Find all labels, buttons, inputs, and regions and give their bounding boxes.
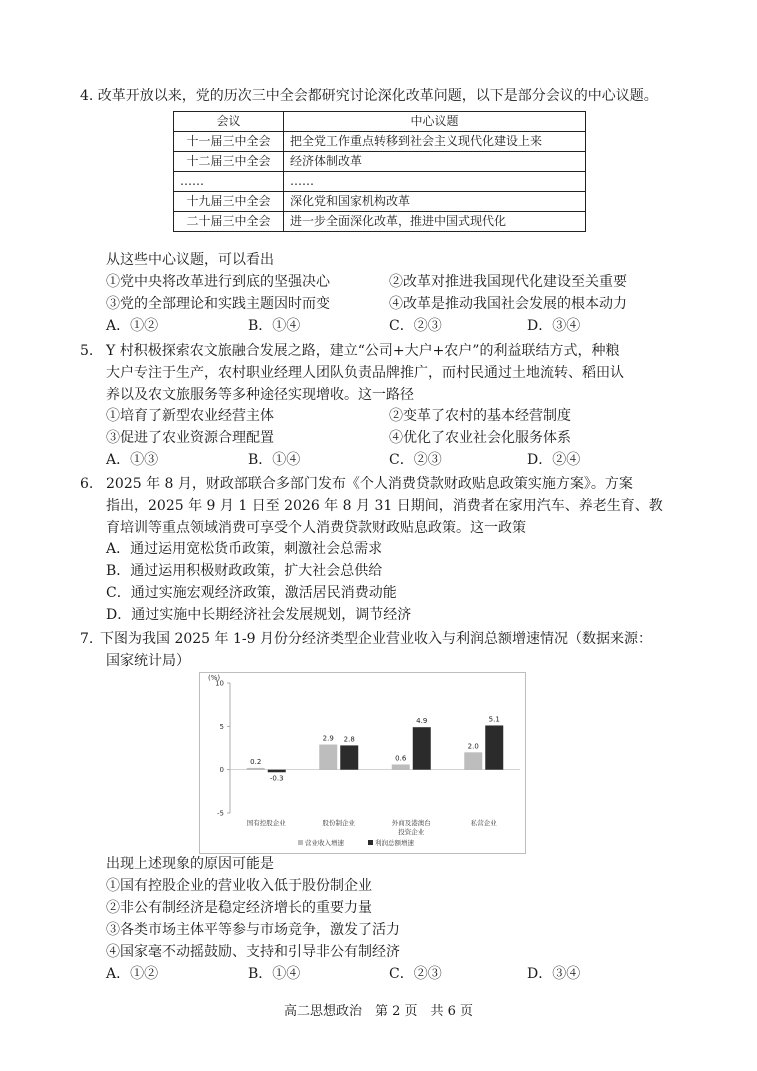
x-tick-label: 私营企业: [470, 819, 497, 827]
table-cell-topic: ……: [284, 172, 586, 192]
bar-revenue: [392, 764, 410, 769]
data-label: -0.3: [269, 774, 284, 783]
q4-choice-a[interactable]: A．①②: [106, 318, 159, 334]
table-header-row: [174, 112, 586, 132]
data-label: 2.8: [343, 735, 355, 744]
q7-line-2: 国家统计局）: [106, 653, 190, 669]
table-cell-meeting: 十一届三中全会: [174, 132, 284, 152]
bar-profit: [268, 770, 286, 773]
q5-line-3: 养以及农文旅服务等多种途径实现增收。这一路径: [106, 387, 414, 403]
q7-choice-c[interactable]: C．②③: [389, 966, 442, 982]
q7-option-4: ④国家毫不动摇鼓励、支持和引导非公有制经济: [106, 944, 400, 960]
y-tick-label: 0: [219, 766, 224, 775]
table-row: [174, 212, 586, 232]
table-cell-topic: 深化党和国家机构改革: [284, 192, 586, 212]
q7-prompt: 出现上述现象的原因可能是: [106, 856, 274, 872]
q4-option-4: ④改革是推动我国社会发展的根本动力: [389, 296, 627, 312]
y-tick-label: -5: [217, 809, 224, 818]
data-label: 5.1: [488, 715, 500, 724]
table-cell-meeting: 十九届三中全会: [174, 192, 284, 212]
q5-option-4: ④优化了农业社会化服务体系: [389, 430, 571, 446]
x-tick-label: 股份制企业: [322, 819, 355, 827]
table-cell-meeting: ……: [174, 172, 284, 192]
table-header-meeting: 会议: [174, 112, 284, 132]
q4-meetings-table: [173, 111, 586, 232]
x-tick-label: 国有控股企业: [246, 819, 286, 827]
q7-choice-b[interactable]: B．①④: [248, 966, 301, 982]
table-cell-topic: 进一步全面深化改革，推进中国式现代化: [284, 212, 586, 232]
q6-number: 6.: [80, 476, 94, 492]
q6-choice-d[interactable]: D．通过实施中长期经济社会发展规划，调节经济: [106, 607, 412, 623]
table-cell-topic: 经济体制改革: [284, 152, 586, 172]
page-footer: 高二思想政治 第 2 页 共 6 页: [283, 1004, 474, 1019]
data-label: 0.6: [395, 754, 407, 763]
q6-line-2: 指出，2025 年 9 月 1 日至 2026 年 8 月 31 日期间，消费者在家用汽车、养老生育、教: [106, 498, 663, 514]
q4-option-3: ③党的全部理论和实践主题因时而变: [106, 296, 330, 312]
q4-option-2: ②改革对推进我国现代化建设至关重要: [389, 274, 627, 290]
q7-choice-d[interactable]: D．③④: [527, 966, 581, 982]
q7-line-1: 下图为我国 2025 年 1-9 月份分经济类型企业营业收入与利润总额增速情况（数据来源：: [100, 631, 652, 647]
data-label: 2.0: [467, 742, 479, 751]
bar-revenue: [319, 745, 337, 770]
bar-profit: [340, 745, 358, 769]
legend-swatch: [368, 840, 373, 845]
y-tick-label: 5: [219, 722, 224, 731]
bar-revenue: [247, 768, 265, 770]
q6-choice-c[interactable]: C．通过实施宏观经济政策，激活居民消费动能: [106, 585, 397, 601]
bar-revenue: [464, 752, 482, 769]
y-axis-unit-label: (%): [208, 674, 221, 682]
table-row: [174, 172, 586, 192]
bar-chart-svg: [200, 673, 525, 853]
table-row: [174, 152, 586, 172]
q5-option-3: ③促进了农业资源合理配置: [106, 430, 274, 446]
bar-profit: [485, 725, 503, 769]
q5-choice-c[interactable]: C．②③: [389, 452, 442, 468]
q7-number: 7.: [80, 631, 94, 647]
table-cell-topic: 把全党工作重点转移到社会主义现代化建设上来: [284, 132, 586, 152]
table-row: [174, 192, 586, 212]
q4-choice-b[interactable]: B．①④: [248, 318, 301, 334]
legend-label: 营业收入增速: [305, 839, 344, 847]
q5-line-1: Y 村积极探索农文旅融合发展之路，建立“公司+大户+农户”的利益联结方式，种粮: [106, 343, 620, 359]
q4-prompt: 从这些中心议题，可以看出: [106, 252, 274, 268]
x-tick-label: 外商及港澳台: [391, 819, 431, 827]
q7-option-2: ②非公有制经济是稳定经济增长的重要力量: [106, 900, 372, 916]
q5-line-2: 大户专注于生产，农村职业经理人团队负责品牌推广，而村民通过土地流转、稻田认: [106, 365, 624, 381]
q6-choice-b[interactable]: B．通过运用积极财政政策，扩大社会总供给: [106, 563, 383, 579]
q5-option-1: ①培育了新型农业经营主体: [106, 408, 274, 424]
legend-swatch: [298, 840, 303, 845]
data-label: 4.9: [416, 717, 428, 726]
q6-choice-a[interactable]: A．通过运用宽松货币政策，刺激社会总需求: [106, 541, 383, 557]
q5-choice-b[interactable]: B．①④: [248, 452, 301, 468]
q5-choice-a[interactable]: A．①③: [106, 452, 159, 468]
q6-line-1: 2025 年 8 月，财政部联合多部门发布《个人消费贷款财政贴息政策实施方案》。方案: [106, 476, 633, 492]
table-cell-meeting: 二十届三中全会: [174, 212, 284, 232]
q7-option-3: ③各类市场主体平等参与市场竞争，激发了活力: [106, 922, 400, 938]
data-label: 0.2: [250, 757, 262, 766]
y-tick-label: 10: [215, 679, 224, 688]
q4-stem: 4. 改革开放以来，党的历次三中全会都研究讨论深化改革问题，以下是部分会议的中心议题。: [80, 88, 658, 104]
q4-choice-c[interactable]: C．②③: [389, 318, 442, 334]
q5-number: 5.: [80, 343, 94, 359]
legend-label: 利润总额增速: [375, 839, 414, 847]
data-label: 2.9: [322, 734, 334, 743]
q7-option-1: ①国有控股企业的营业收入低于股份制企业: [106, 878, 372, 894]
q5-option-2: ②变革了农村的基本经营制度: [389, 408, 571, 424]
q4-option-1: ①党中央将改革进行到底的坚强决心: [106, 274, 330, 290]
q5-choice-d[interactable]: D．②④: [527, 452, 581, 468]
q7-bar-chart: [199, 672, 526, 854]
table-header-topic: 中心议题: [284, 112, 586, 132]
bar-profit: [413, 727, 431, 769]
q6-line-3: 育培训等重点领域消费可享受个人消费贷款财政贴息政策。这一政策: [106, 520, 526, 536]
q4-choice-d[interactable]: D．③④: [527, 318, 581, 334]
x-tick-label: 投资企业: [398, 828, 425, 836]
q7-choice-a[interactable]: A．①②: [106, 966, 159, 982]
table-cell-meeting: 十二届三中全会: [174, 152, 284, 172]
table-row: [174, 132, 586, 152]
